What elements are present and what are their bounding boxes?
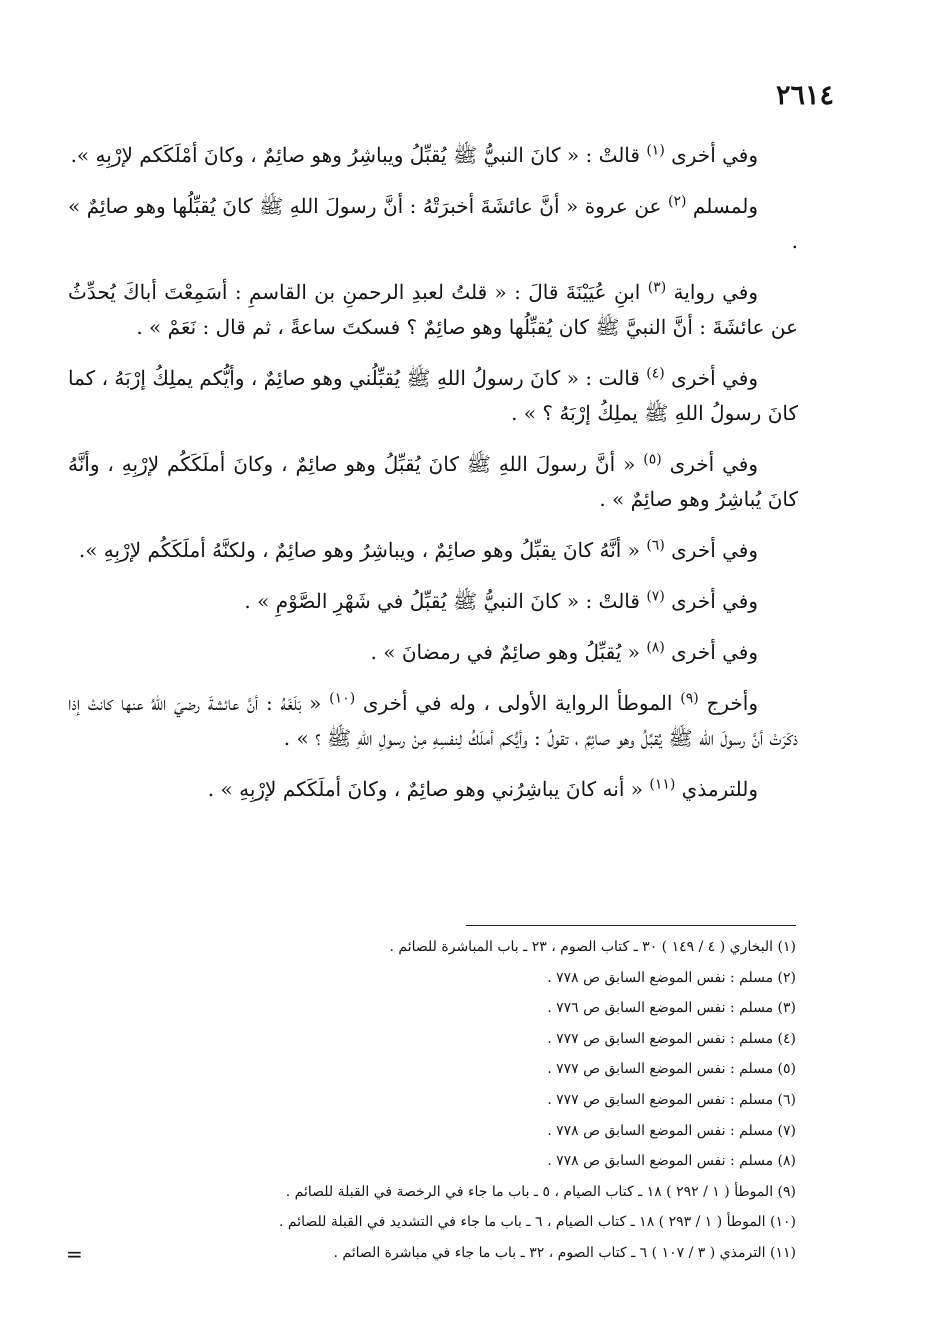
footnote-ref: (٩) <box>680 690 699 707</box>
paragraph-10: وللترمذي $^{(١١)}$ « أنه كانَ يباشِرُني وهو صائِمٌ ، وكانَ أملَكَكم لإرْبِهِ » . <box>207 776 758 801</box>
footnote: (١١) الترمذي ( ٣ / ١٠٧ ) ٦ ـ كتاب الصوم ، ٣٢ ـ باب ما جاء في مباشرة الصائم . <box>333 1244 796 1261</box>
footnote: (٢) مسلم : نفس الموضع السابق ص ٧٧٨ . <box>547 969 796 986</box>
paragraph-5: وفي أخرى $^{(٥)}$ « أنَّ رسولَ اللهِ ﷺ كانَ يُقبِّلُ وهو صائِمٌ ، وكانَ أملَكَكُم لإرْبِهِ ، وأنَّهُ كانَ يُباشِرُ وهو صائِمٌ » . <box>68 451 798 511</box>
paragraph-4: وفي أخرى $^{(٤)}$ قالت : « كانَ رسولُ اللهِ ﷺ يُقبِّلُني وهو صائِمٌ ، وأيُّكم يملِكُ إرْبَهُ ، كما كانَ رسولُ اللهِ ﷺ يملِكُ إرْبَهُ ؟ » . <box>68 365 798 425</box>
paragraph-6: وفي أخرى $^{(٦)}$ « أنَّهُ كانَ يقبِّلُ وهو صائِمٌ ، ويباشِرُ وهو صائِمٌ ، ولكنَّهُ أملَكَكُم لإرْبِهِ ». <box>78 537 758 562</box>
footnote-divider <box>466 925 796 926</box>
footnote: (٥) مسلم : نفس الموضع السابق ص ٧٧٧ . <box>547 1061 796 1078</box>
footnote-ref: (٣) <box>647 279 667 296</box>
continuation-mark: = <box>66 1242 83 1266</box>
footnote-ref: (١٠) <box>329 690 356 707</box>
paragraph-1: وفي أخرى $^{(١)}$ قالتْ : « كانَ النبيُّ ﷺ يُقبِّلُ ويباشِرُ وهو صائِمٌ ، وكانَ أمْلَكَكم لإرْبِهِ ». <box>70 142 758 167</box>
footnote: (٧) مسلم : نفس الموضع السابق ص ٧٧٨ . <box>547 1122 796 1139</box>
footnote-ref: (٢) <box>667 193 687 210</box>
footnote-ref: (٦) <box>646 537 665 554</box>
footnote-ref: (٨) <box>646 639 665 656</box>
paragraph-2: ولمسلم $^{(٢)}$ عن عروة « أنَّ عائشَةَ أخبرَتْهُ : أنَّ رسولَ اللهِ ﷺ كانَ يُقبِّلُها وهو صائِمٌ » . <box>68 193 798 253</box>
paragraph-9: وأخرج $^{(٩)}$ الموطأ الرواية الأولى ، وله في أخرى $^{(١٠)}$ « بَلَغَهُ : أنَّ عائشةَ رضيَ اللهُ عنها كانتْ إذا ذكَرَتْ أنَّ رسولَ الله ﷺ يُقبِّلُ وهو صائِمٌ ، تقولُ : وأيُّكم أملَكُ لِنفسِهِ مِنْ رسولِ اللهِ ﷺ ؟ » . <box>68 690 798 750</box>
footnote: (٤) مسلم : نفس الموضع السابق ص ٧٧٧ . <box>547 1030 796 1047</box>
footnote-ref: (٤) <box>646 365 665 382</box>
footnote: (٣) مسلم : نفس الموضع السابق ص ٧٧٦ . <box>547 1000 796 1017</box>
footnote-ref: (١) <box>646 142 665 159</box>
footnote: (١) البخاري ( ٤ / ١٤٩ ) ٣٠ ـ كتاب الصوم ، ٢٣ ـ باب المباشرة للصائم . <box>389 939 796 955</box>
footnote: (٦) مسلم : نفس الموضع السابق ص ٧٧٧ . <box>547 1091 796 1108</box>
footnote: (١٠) الموطأ ( ١ / ٢٩٣ ) ١٨ ـ كتاب الصيام ، ٦ ـ باب ما جاء في التشديد في القبلة للصائم . <box>278 1214 796 1231</box>
footnote: (٩) الموطأ ( ١ / ٢٩٢ ) ١٨ ـ كتاب الصيام ، ٥ ـ باب ما جاء في الرخصة في القبلة للصائم . <box>285 1183 796 1200</box>
main-text <box>68 138 798 823</box>
footnote-ref: (١١) <box>649 776 676 793</box>
paragraph-3: وفي رواية $^{(٣)}$ ابنِ عُيَيْنَةَ قالَ : « قلتُ لعبدِ الرحمنِ بن القاسمِ : أسَمِعْتَ أباكَ يُحدِّثُ عن عائشَةَ : أنَّ النبيَّ ﷺ كان يُقبِّلُها وهو صائِمٌ ؟ فسكتَ ساعةً ، ثم قال : نَعَمْ » . <box>68 279 798 339</box>
page-number: ٢٦١٤ <box>775 80 834 111</box>
footnote-ref: (٧) <box>646 588 665 605</box>
paragraph-7: وفي أخرى $^{(٧)}$ قالتْ : « كانَ النبيُّ ﷺ يُقبِّلُ في شَهْرِ الصَّوْمِ » . <box>244 588 758 613</box>
paragraph-8: وفي أخرى $^{(٨)}$ « يُقبِّلُ وهو صائِمٌ في رمضانَ » . <box>370 639 758 664</box>
footnotes <box>96 932 796 1269</box>
footnote-ref: (٥) <box>643 451 662 468</box>
footnote: (٨) مسلم : نفس الموضع السابق ص ٧٧٨ . <box>547 1153 796 1170</box>
